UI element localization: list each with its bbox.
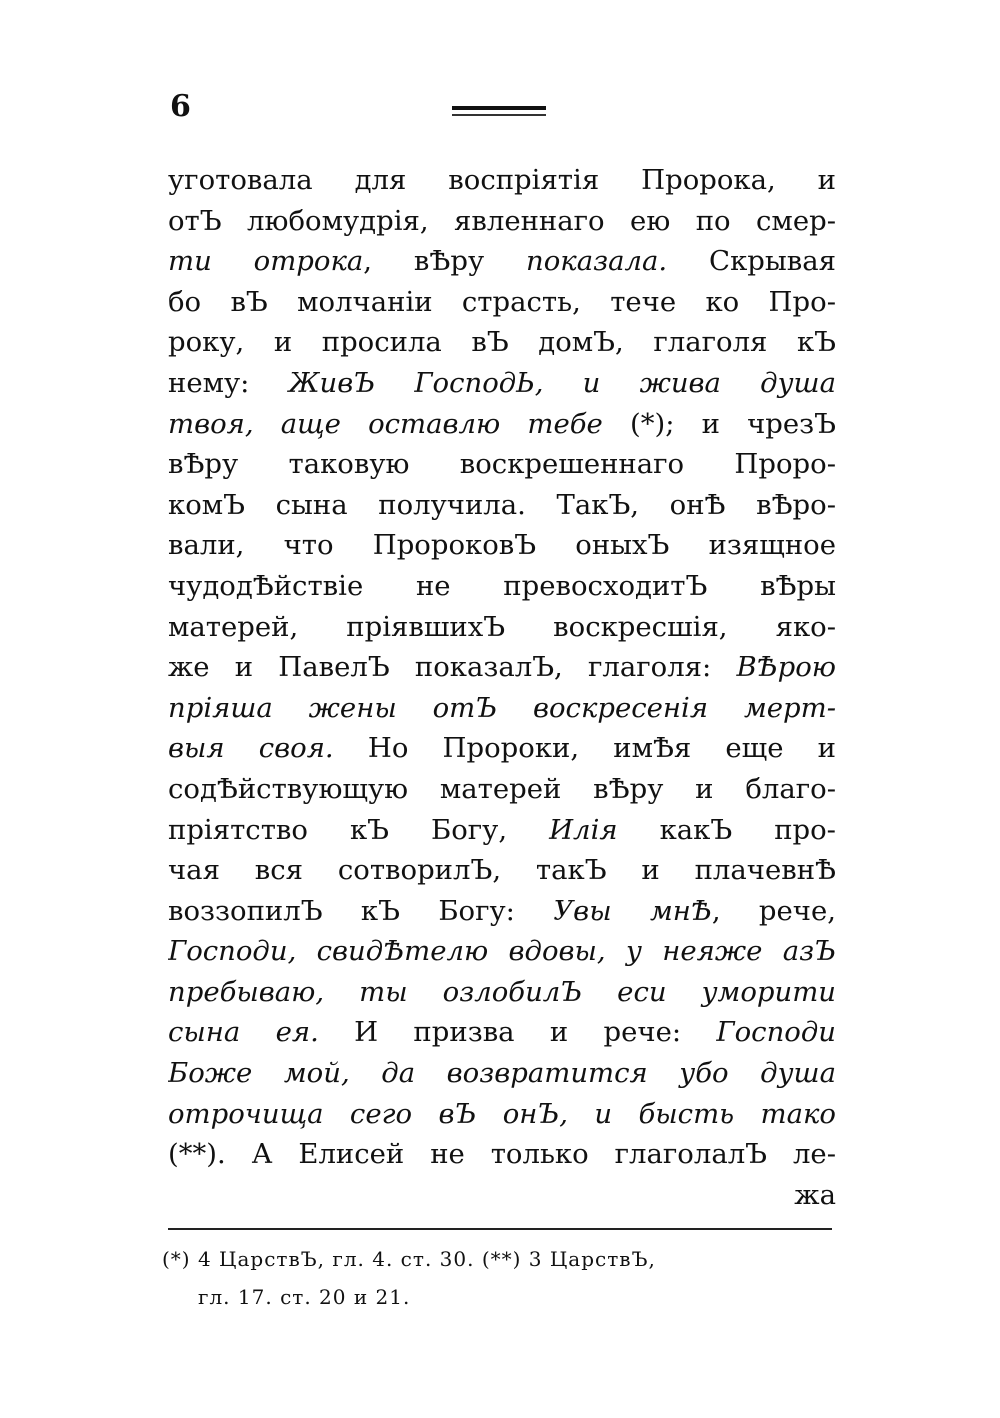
text-line — [168, 241, 836, 282]
italic-text-segment: выя своя. — [168, 732, 334, 765]
footnote-line: (*) 4 ЦарствЪ, гл. 4. ст. 30. (**) 3 ЦарствЪ, — [162, 1247, 656, 1271]
text-line — [168, 1012, 836, 1053]
text-line — [168, 728, 836, 769]
text-segment: вали, что ПророковЪ оныхЪ изящное — [168, 529, 836, 562]
text-line — [168, 688, 836, 729]
text-line — [168, 322, 836, 363]
text-segment: комЪ сына получила. ТакЪ, онѢ вѢро- — [168, 488, 836, 521]
italic-text-segment: Илія — [549, 813, 618, 846]
text-segment: (*); и чрезЪ — [602, 407, 836, 440]
text-segment: Но Пророки, имѢя еще и — [333, 732, 836, 765]
text-line — [168, 1053, 836, 1094]
italic-text-segment: Боже мой, да возвратится убо душа — [168, 1057, 836, 1090]
italic-text-segment: сына ея. — [168, 1016, 319, 1049]
page-number: 6 — [170, 89, 191, 124]
text-segment: чая вся сотворилЪ, такЪ и плачевнѢ — [168, 854, 836, 887]
italic-text-segment: твоя, аще оставлю тебе — [168, 407, 603, 440]
text-line — [168, 160, 836, 201]
text-line — [168, 1094, 836, 1135]
body-text — [168, 160, 836, 1175]
italic-text-segment: ВѢрою — [736, 651, 836, 684]
text-line — [168, 1134, 836, 1175]
text-line — [168, 525, 836, 566]
text-line — [168, 201, 836, 242]
italic-text-segment: ти отрока — [168, 245, 364, 278]
text-segment: же и ПавелЪ показалЪ, глаголя: — [168, 651, 737, 684]
footnote-line: гл. 17. ст. 20 и 21. — [198, 1285, 411, 1309]
italic-text-segment: пріяша жены отЪ воскресенія мерт- — [168, 691, 836, 724]
italic-text-segment: Господи, свидѢтелю вдовы, у неяже азЪ — [168, 935, 836, 968]
italic-text-segment: ЖивЪ ГосподЬ, и жива душа — [288, 366, 836, 399]
text-segment: (**). А Елисей не только глаголалЪ ле- — [168, 1138, 836, 1171]
footnote-rule — [168, 1228, 832, 1230]
footnotes — [162, 1240, 822, 1316]
text-segment: матерей, пріявшихЪ воскресшія, яко- — [168, 610, 836, 643]
text-segment: бо вЪ молчаніи страсть, тече ко Про- — [168, 285, 836, 318]
italic-text-segment: пребываю, ты озлобилЪ еси уморити — [168, 975, 836, 1008]
italic-text-segment: Господи — [716, 1016, 836, 1049]
text-line — [168, 566, 836, 607]
text-line — [168, 444, 836, 485]
text-line — [168, 404, 836, 445]
text-line — [168, 891, 836, 932]
text-segment: вѢру таковую воскрешеннаго Проро- — [168, 448, 836, 481]
text-segment: И призва и рече: — [318, 1016, 717, 1049]
header-ornament-rule — [452, 106, 546, 120]
italic-text-segment: Увы мнѢ — [553, 894, 712, 927]
text-segment: пріятство кЪ Богу, — [168, 813, 550, 846]
text-line — [168, 607, 836, 648]
text-line — [168, 647, 836, 688]
text-segment: какЪ про- — [617, 813, 836, 846]
text-segment: чудодѢйствіе не превосходитЪ вѢры — [168, 569, 836, 602]
text-line — [168, 485, 836, 526]
text-segment: воззопилЪ кЪ Богу: — [168, 894, 554, 927]
text-segment: отЪ любомудрія, явленнаго ею по смер- — [168, 204, 836, 237]
text-segment: року, и просила вЪ домЪ, глаголя кЪ — [168, 326, 836, 359]
catchword: жа — [794, 1179, 836, 1211]
italic-text-segment: показала. — [526, 245, 668, 278]
text-line — [168, 850, 836, 891]
text-segment: Скрывая — [667, 245, 836, 278]
text-segment: , рече, — [711, 894, 836, 927]
text-line — [168, 282, 836, 323]
text-segment: содѢйствующую матерей вѢру и благо- — [168, 772, 836, 805]
text-line — [168, 810, 836, 851]
text-line — [168, 769, 836, 810]
text-segment: нему: — [168, 366, 289, 399]
text-line — [168, 363, 836, 404]
italic-text-segment: отрочища сего вЪ онЪ, и бысть тако — [168, 1097, 836, 1130]
text-line — [168, 972, 836, 1013]
text-segment: , вѢру — [363, 245, 527, 278]
text-line — [168, 931, 836, 972]
text-segment: уготовала для воспріятія Пророка, и — [168, 164, 836, 196]
